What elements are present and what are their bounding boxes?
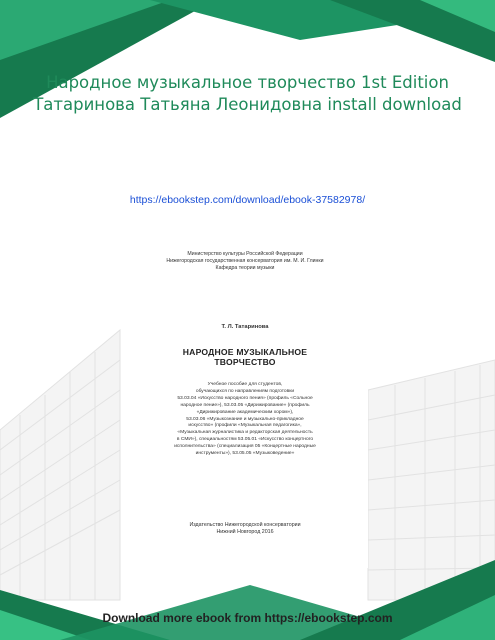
- description-line: Учебное пособие для студентов,: [207, 382, 283, 387]
- ministry-line-2: Нижегородская государственная консерватория им. М. И. Глинки: [166, 258, 324, 265]
- description-line: народное пение»), 53.03.05 «Дирижирование» (профиль: [180, 402, 310, 408]
- book-title-line-2: ТВОРЧЕСТВО: [214, 357, 276, 367]
- publisher-name: Издательство Нижегородской консерватории: [189, 522, 301, 528]
- ministry-line-3: Кафедра теории музыки: [215, 265, 275, 272]
- page-title: [0, 72, 495, 116]
- description-line: «Музыкальная журналистика и редакторская деятельность: [177, 430, 313, 436]
- description-line: искусство» (профили «Музыкальная педагогика»,: [188, 423, 302, 429]
- description-line: исполнительства» (специализация 05 «Концертные народные: [174, 444, 316, 450]
- description-line: 53.03.06 «Музыкознание и музыкально-прикладное: [186, 416, 304, 422]
- building-pattern-left: [0, 330, 120, 600]
- title-line-1: Народное музыкальное творчество 1st Edition: [46, 73, 449, 92]
- description-line: в СМИ»), специальностям 53.05.01 «Искусство концертного: [176, 437, 314, 443]
- book-title-line-1: НАРОДНОЕ МУЗЫКАЛЬНОЕ: [182, 347, 308, 357]
- description-line: «Дирижирование академическим хором»),: [196, 409, 294, 415]
- book-description: [122, 382, 368, 458]
- book-author: Т. Л. Татаринова: [221, 324, 269, 330]
- book-title-page: [122, 232, 368, 568]
- publisher-city-year: Нижний Новгород 2016: [216, 529, 274, 536]
- description-line: 53.03.04 «Искусство народного пения» (профиль «Сольное: [177, 395, 313, 401]
- ministry-block: [122, 251, 368, 273]
- publisher-block: [122, 522, 368, 537]
- ministry-line-1: Министерство культуры Российской Федерации: [187, 251, 303, 257]
- footer-download-note: Download more ebook from https://ebookstep.com: [102, 611, 393, 625]
- book-title: [122, 347, 368, 367]
- building-pattern-right: [368, 360, 495, 600]
- description-line: инструменты»), 53.05.05 «Музыковедение»: [195, 451, 295, 457]
- title-line-2: Татаринова Татьяна Леонидовна install download: [33, 95, 462, 114]
- download-link[interactable]: https://ebookstep.com/download/ebook-37582978/: [129, 194, 366, 206]
- description-line: обучающихся по направлениям подготовки: [195, 388, 295, 394]
